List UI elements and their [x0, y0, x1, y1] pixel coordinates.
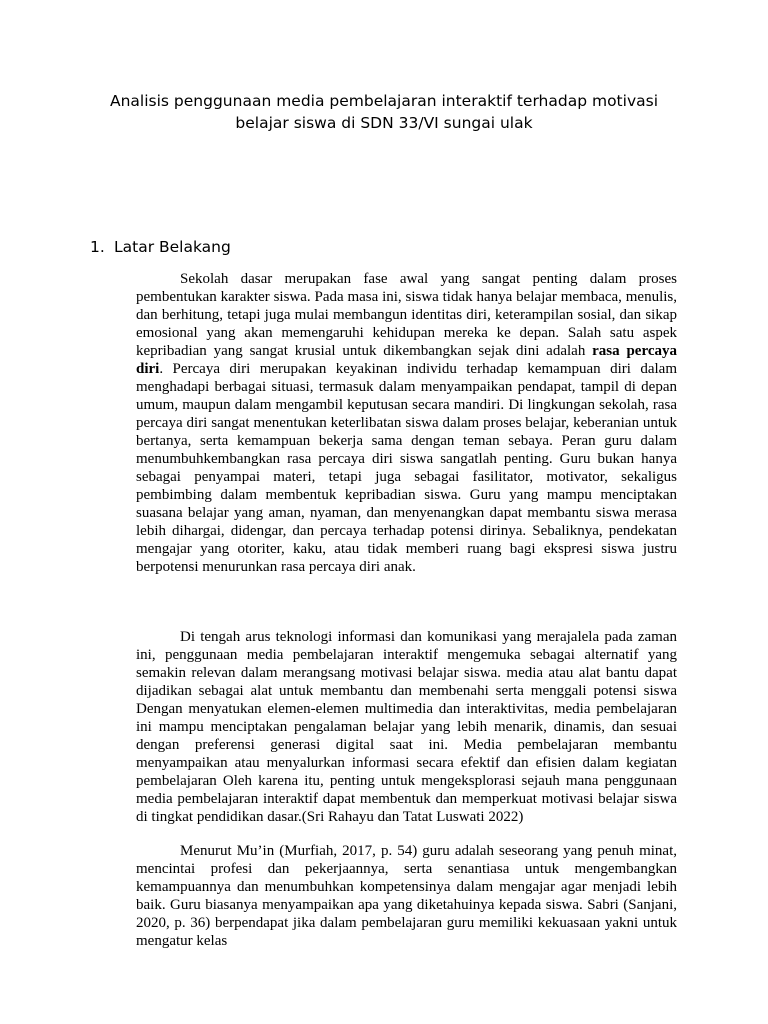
title-line-2: belajar siswa di SDN 33/VI sungai ulak — [235, 114, 533, 132]
paragraph-1 — [136, 270, 677, 576]
section-title: Latar Belakang — [114, 238, 231, 256]
paragraph-1-text-a: Sekolah dasar merupakan fase awal yang sangat penting dalam proses pembentukan karakter siswa. Pada masa ini, siswa tidak hanya belajar membaca, menulis, dan berhitung, tetapi juga mulai membangun identitas diri, keterampilan sosial, dan sikap emosional yang akan memengaruhi kehidupan mereka ke depan. Salah satu aspek kepribadian yang sangat krusial untuk dikembangkan sejak dini adalah — [136, 271, 677, 359]
paragraph-2: Di tengah arus teknologi informasi dan komunikasi yang merajalela pada zaman ini, penggunaan media pembelajaran interaktif mengemuka sebagai alternatif yang semakin relevan dalam merangsang motivasi belajar siswa. media atau alat bantu dapat dijadikan sebagai alat untuk membantu dan membenahi serta menggali potensi siswa Dengan menyatukan elemen-elemen multimedia dan interaktivitas, media pembelajaran ini mampu menciptakan pengalaman belajar yang lebih menarik, dinamis, dan sesuai dengan preferensi generasi digital saat ini. Media pembelajaran membantu menyampaikan atau menyalurkan informasi secara efektif dan efisien dalam kegiatan pembelajaran Oleh karena itu, penting untuk mengeksplorasi sejauh mana penggunaan media pembelajaran interaktif dapat membentuk dan memperkuat motivasi belajar siswa di tingkat pendidikan dasar.(Sri Rahayu dan Tatat Luswati 2022) — [136, 629, 677, 825]
paragraph-3: Menurut Mu’in (Murfiah, 2017, p. 54) guru adalah seseorang yang penuh minat, mencintai profesi dan pekerjaannya, serta senantiasa untuk mengembangkan kemampuannya dan menumbuhkan kompetensinya dalam mengajar agar menjadi lebih baik. Guru biasanya menyampaikan apa yang diketahuinya kepada siswa. Sabri (Sanjani, 2020, p. 36) berpendapat jika dalam pembelajaran guru memiliki kekuasaan yakni untuk mengatur kelas — [136, 843, 677, 949]
paragraph-1-text-b: . Percaya diri merupakan keyakinan individu terhadap kemampuan diri dalam menghadapi berbagai situasi, termasuk dalam menyampaikan pendapat, tampil di depan umum, maupun dalam mengambil keputusan secara mandiri. Di lingkungan sekolah, rasa percaya diri sangat menentukan keterlibatan siswa dalam proses belajar, keberanian untuk bertanya, serta kemampuan bekerja sama dengan teman sebaya. Peran guru dalam menumbuhkembangkan rasa percaya diri siswa sangatlah penting. Guru bukan hanya sebagai penyampai materi, tetapi juga sebagai fasilitator, motivator, sekaligus pembimbing dalam membentuk kepribadian siswa. Guru yang mampu menciptakan suasana belajar yang aman, nyaman, dan menyenangkan dapat membantu siswa merasa lebih dihargai, didengar, dan percaya terhadap potensi dirinya. Sebaliknya, pendekatan mengajar yang otoriter, kaku, atau tidak memberi ruang bagi ekspresi siswa justru berpotensi menurunkan rasa percaya diri anak. — [136, 361, 677, 575]
document-title — [90, 90, 678, 134]
title-line-1: Analisis penggunaan media pembelajaran interaktif terhadap motivasi — [110, 92, 658, 110]
section-number: 1. — [90, 238, 105, 256]
section-heading — [90, 237, 231, 257]
paragraph-1-bold-term: rasa percaya diri — [136, 343, 677, 377]
